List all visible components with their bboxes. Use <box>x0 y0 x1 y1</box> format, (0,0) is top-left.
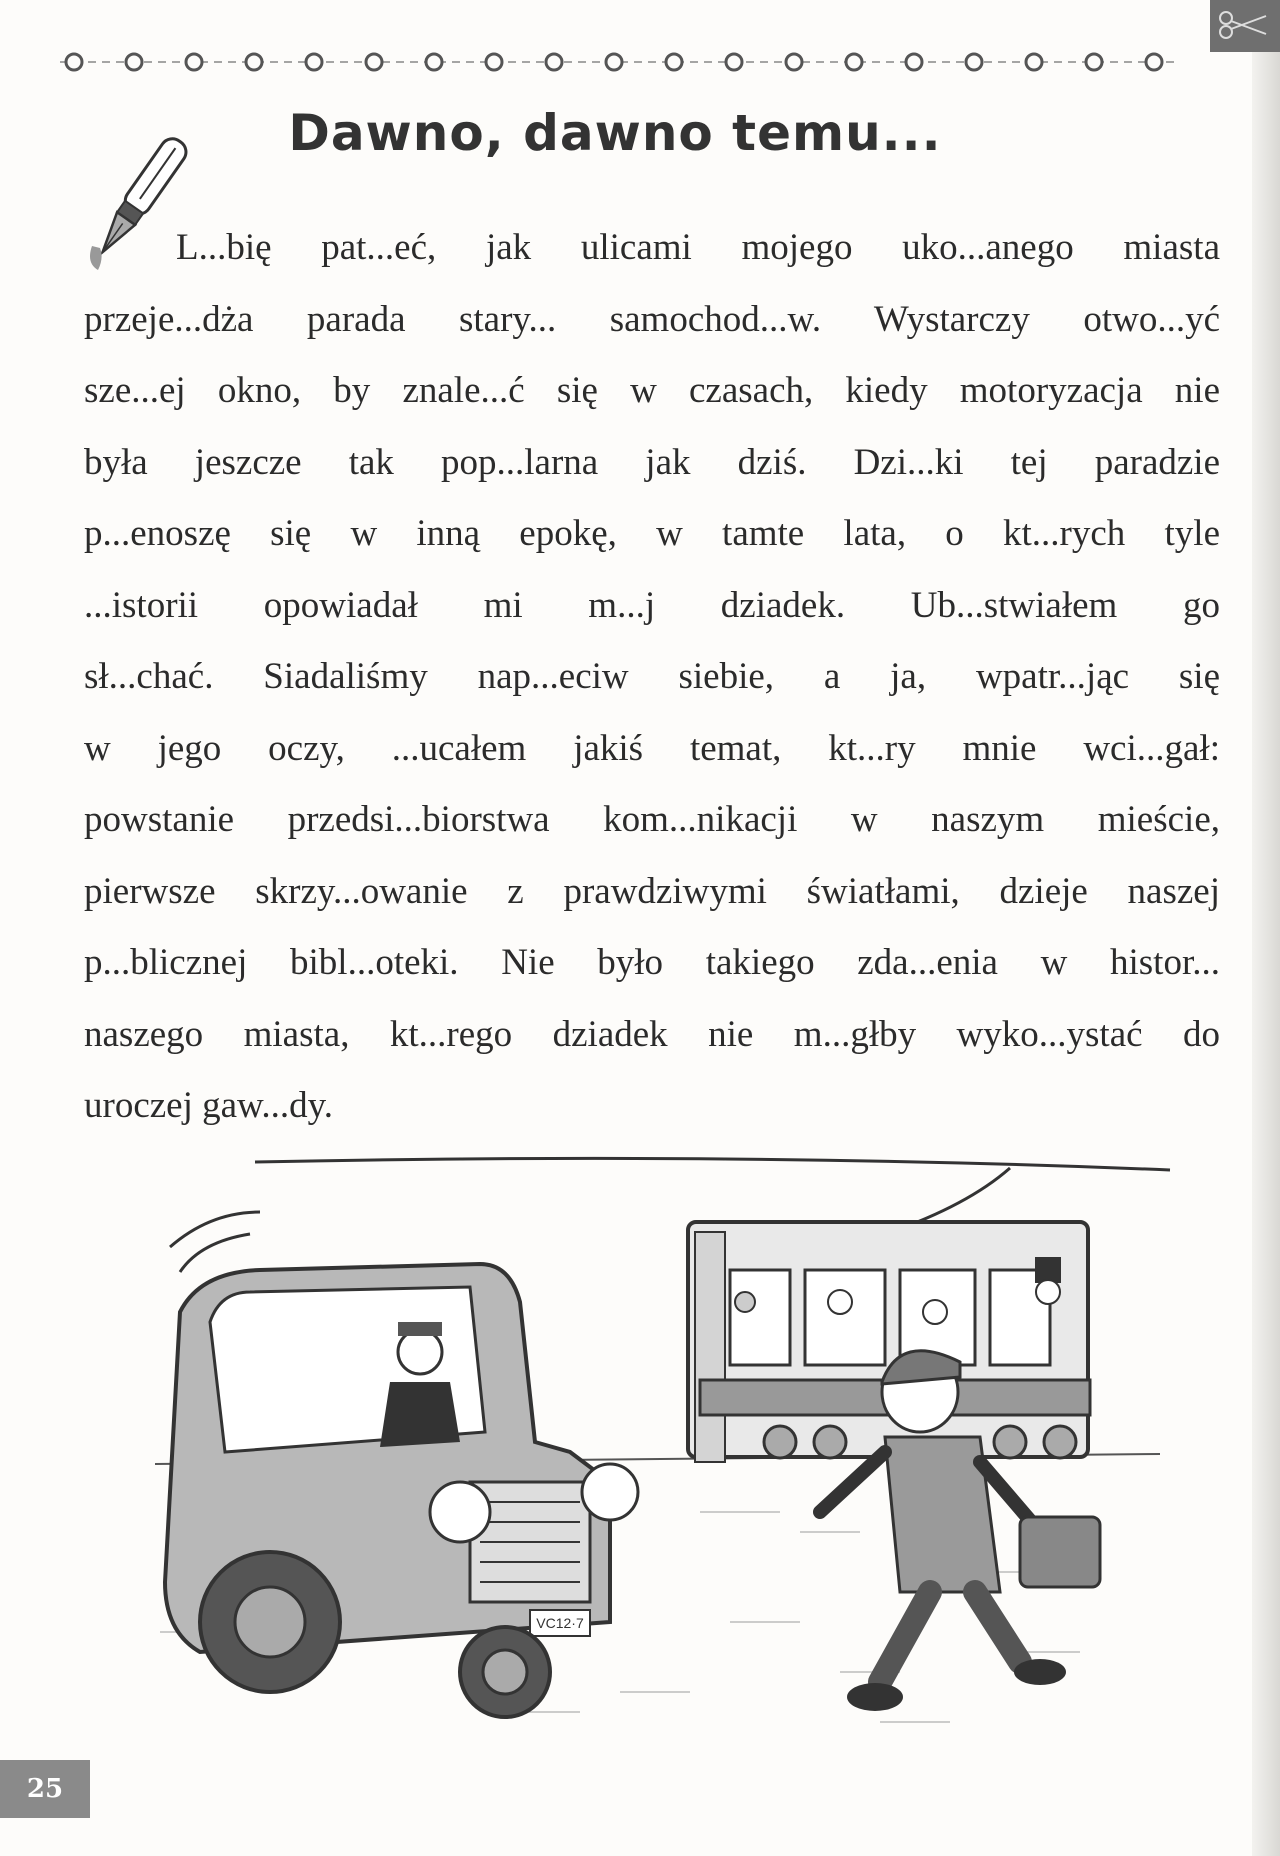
tram <box>688 1222 1090 1462</box>
page-number: 25 <box>0 1760 90 1818</box>
text-line: ...istorii opowiadał mi m...j dziadek. Ub...stwiałem go <box>84 584 1220 626</box>
text-line: L...bię pat...eć, jak ulicami mojego uko...anego miasta <box>176 227 1220 268</box>
street-illustration <box>140 1152 1190 1752</box>
text-line: powstanie przedsi...biorstwa kom...nikacji w naszym mieście, <box>84 799 1220 840</box>
license-plate: VC12·7 <box>536 1615 584 1631</box>
text-line: p...enoszę się w inną epokę, w tamte lata, o kt...rych tyle <box>84 513 1220 554</box>
scissors-icon <box>1218 10 1270 40</box>
tram-wire <box>255 1158 1170 1170</box>
page-edge <box>1252 0 1280 1856</box>
text-line: w jego oczy, ...ucałem jakiś temat, kt...ry mnie wci...gał: <box>84 727 1220 769</box>
text-line: była jeszcze tak pop...larna jak dziś. Dzi...ki tej paradzie <box>84 441 1220 483</box>
text-line: pierwsze skrzy...owanie z prawdziwymi światłami, dzieje naszej <box>84 870 1220 912</box>
text-line: p...blicznej bibl...oteki. Nie było takiego zda...enia w histor... <box>84 942 1220 983</box>
page-title: Dawno, dawno temu... <box>288 104 942 162</box>
text-line: sze...ej okno, by znale...ć się w czasach, kiedy motoryzacja nie <box>84 370 1220 411</box>
text-line: uroczej gaw...dy. <box>84 1085 333 1126</box>
binding-rings <box>60 46 1180 76</box>
text-line: naszego miasta, kt...rego dziadek nie m...głby wyko...ystać do <box>84 1013 1220 1055</box>
text-line: sł...chać. Siadaliśmy nap...eciw siebie, a ja, wpatr...jąc się <box>84 656 1220 697</box>
corner-tab <box>1210 0 1280 52</box>
text-line: przeje...dża parada stary... samochod...w. Wystarczy otwo...yć <box>84 298 1220 340</box>
vintage-car <box>165 1212 638 1717</box>
exercise-text <box>84 212 1220 1142</box>
